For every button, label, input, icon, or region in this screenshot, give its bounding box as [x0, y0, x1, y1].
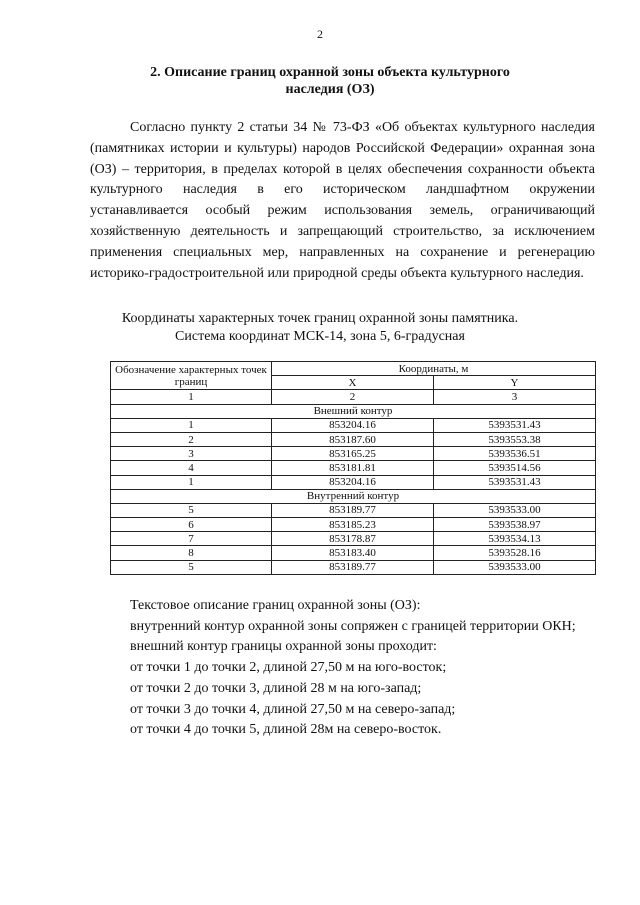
boundary-description [90, 596, 595, 741]
point-cell: 1 [111, 418, 272, 432]
y-cell: 5393534.13 [434, 532, 596, 546]
section-title-line-1: 2. Описание границ охранной зоны объекта культурного [150, 65, 510, 80]
table-caption-line-2: Система координат МСК-14, зона 5, 6-градусная [175, 329, 465, 344]
point-cell: 1 [111, 475, 272, 489]
table-row [111, 447, 596, 461]
point-cell: 8 [111, 546, 272, 560]
inner-contour-description: внутренний контур охранной зоны сопряжен с границей территории ОКН; [130, 618, 576, 634]
table-row [111, 560, 596, 574]
intro-paragraph: Согласно пункту 2 статьи 34 № 73-ФЗ «Об объектах культурного наследия (памятниках истории и культуры) народов Российской Федерации» охранная зона (ОЗ) – территория, в пределах которой в целях обеспечения сохранности объекта культурного наследия в его историческом ландшафтном окружении устанавливается особый режим использования земель, ограничивающий хозяйственную деятельность и запрещающий строительство, за исключением применения специальных мер, направленных на сохранение и регенерацию историко-градостроительной или природной среды объекта культурного наследия. [90, 120, 595, 281]
point-cell: 6 [111, 518, 272, 532]
x-cell: 853189.77 [272, 560, 434, 574]
y-cell: 5393533.00 [434, 503, 596, 517]
page-number: 2 [317, 27, 323, 41]
y-cell: 5393538.97 [434, 518, 596, 532]
header-x: X [272, 376, 434, 390]
table-row [111, 475, 596, 489]
table-row [111, 518, 596, 532]
inner-contour-label-row [111, 489, 596, 503]
table-row [111, 432, 596, 446]
coordinates-table [110, 361, 596, 575]
outer-contour-label: Внешний контур [111, 404, 596, 418]
table-caption-line-1: Координаты характерных точек границ охранной зоны памятника. [121, 311, 519, 326]
segment-line: от точки 1 до точки 2, длиной 27,50 м на юго-восток; [130, 660, 447, 676]
header-coordinates: Координаты, м [272, 362, 596, 376]
x-cell: 853187.60 [272, 432, 434, 446]
point-cell: 5 [111, 560, 272, 574]
point-cell: 2 [111, 432, 272, 446]
section-title [110, 64, 550, 98]
y-cell: 5393514.56 [434, 461, 596, 475]
x-cell: 853204.16 [272, 418, 434, 432]
segment-line: от точки 3 до точки 4, длиной 27,50 м на северо-запад; [130, 701, 456, 717]
y-cell: 5393553.38 [434, 432, 596, 446]
table-row [111, 546, 596, 560]
outer-contour-intro: внешний контур границы охранной зоны проходит: [130, 639, 437, 655]
header-y: Y [434, 376, 596, 390]
x-cell: 853178.87 [272, 532, 434, 546]
point-cell: 4 [111, 461, 272, 475]
index-cell: 1 [111, 390, 272, 404]
point-cell: 5 [111, 503, 272, 517]
x-cell: 853165.25 [272, 447, 434, 461]
x-cell: 853189.77 [272, 503, 434, 517]
table-index-row [111, 390, 596, 404]
table-row [111, 503, 596, 517]
y-cell: 5393536.51 [434, 447, 596, 461]
header-points: Обозначение характерных точек границ [111, 362, 272, 390]
segment-line: от точки 2 до точки 3, длиной 28 м на юго-запад; [130, 680, 422, 696]
index-cell: 2 [272, 390, 434, 404]
point-cell: 3 [111, 447, 272, 461]
table-row [111, 461, 596, 475]
description-heading: Текстовое описание границ охранной зоны (ОЗ): [130, 598, 421, 613]
table-caption [0, 310, 640, 346]
y-cell: 5393531.43 [434, 475, 596, 489]
table-row [111, 418, 596, 432]
inner-contour-label: Внутренний контур [111, 489, 596, 503]
y-cell: 5393528.16 [434, 546, 596, 560]
x-cell: 853183.40 [272, 546, 434, 560]
segment-line: от точки 4 до точки 5, длиной 28м на северо-восток. [130, 722, 442, 738]
x-cell: 853204.16 [272, 475, 434, 489]
outer-contour-label-row [111, 404, 596, 418]
y-cell: 5393531.43 [434, 418, 596, 432]
table-row [111, 532, 596, 546]
y-cell: 5393533.00 [434, 560, 596, 574]
section-title-line-2: наследия (ОЗ) [285, 82, 375, 97]
point-cell: 7 [111, 532, 272, 546]
table-header-row [111, 362, 596, 376]
index-cell: 3 [434, 390, 596, 404]
x-cell: 853181.81 [272, 461, 434, 475]
x-cell: 853185.23 [272, 518, 434, 532]
